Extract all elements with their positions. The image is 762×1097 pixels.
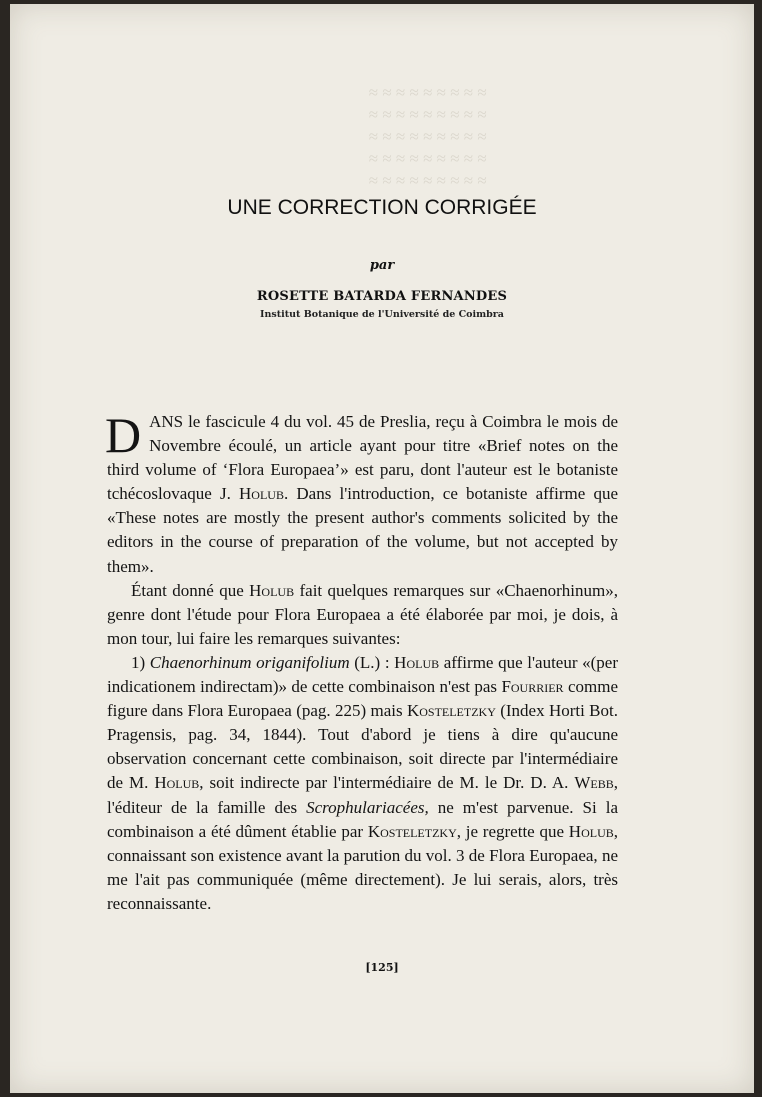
- page-number: [125]: [365, 961, 399, 974]
- paragraph-2: Étant donné que Holub fait quelques remarques sur «Chaenorhinum», genre dont l'étude pour Flora Europaea a été élaborée par moi, je dois, à mon tour, lui faire les remarques suivantes:: [107, 580, 618, 648]
- paragraph-1: DANS le fascicule 4 du vol. 45 de Preslia, reçu à Coimbra le mois de Novembre écoulé, un article ayant pour titre «Brief notes on the third volume of ‘Flora Europaea’» est paru, dont l'auteur est le botaniste tchécoslovaque J. Holub. Dans l'introduction, ce botaniste affirme que «These notes are mostly the present author's comments solicited by the editors in the course of preparation of the volume, but not accepted by them».: [105, 407, 618, 576]
- family-name: Scrophulariacées,: [306, 797, 429, 817]
- byline-par: par: [369, 258, 395, 273]
- author-holub: Holub: [239, 484, 284, 504]
- article-body: [105, 407, 618, 916]
- show-through-text: ≈ ≈ ≈ ≈ ≈ ≈ ≈ ≈ ≈ ≈ ≈ ≈ ≈ ≈ ≈ ≈ ≈ ≈ ≈ ≈ ≈ ≈ ≈ ≈ ≈ ≈ ≈ ≈ ≈ ≈ ≈ ≈ ≈ ≈ ≈ ≈ ≈ ≈ ≈ ≈ ≈ ≈ ≈ ≈ ≈: [368, 83, 487, 190]
- drop-cap: D: [105, 407, 142, 463]
- species-name: Chaenorhinum origanifolium: [149, 652, 350, 672]
- page-sheet: [10, 4, 754, 1093]
- author-institution: Institut Botanique de l'Université de Coimbra: [260, 309, 504, 320]
- author-holub: Holub: [249, 580, 295, 600]
- author-name: ROSETTE BATARDA FERNANDES: [256, 289, 508, 304]
- paragraph-3: 1) Chaenorhinum origanifolium (L.) : Holub affirme que l'auteur «(per indicationem indirectam)» de cette combinaison n'est pas Fourrier comme figure dans Flora Europaea (pag. 225) mais Kosteletzky (Index Horti Bot. Pragensis, pag. 34, 1844). Tout d'abord je tiens à dire qu'aucune observation concernant cette combinaison, soit directe par l'intermédiaire de M. Holub, soit indirecte par l'intermédiaire de M. le Dr. D. A. Webb, l'éditeur de la famille des Scrophulariacées, ne m'est parvenue. Si la combinaison a été dûment établie par Kosteletzky, je regrette que Holub, connaissant son existence avant la parution du vol. 3 de Flora Europaea, ne me l'ait pas communiquée (même directement). Je lui serais, alors, très reconnaissante.: [107, 652, 618, 913]
- article-title: UNE CORRECTION CORRIGÉE: [227, 196, 537, 219]
